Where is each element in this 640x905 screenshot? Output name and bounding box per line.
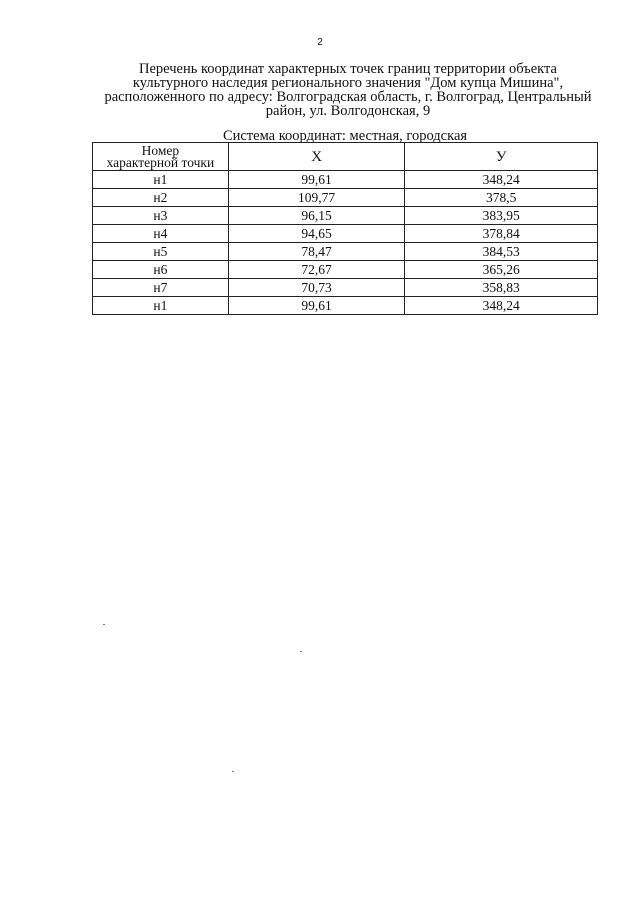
page-number: 2 [317, 37, 323, 48]
cell-point: н4 [93, 225, 229, 243]
header-y: У [405, 143, 598, 171]
cell-x: 96,15 [228, 207, 405, 225]
cell-y: 378,84 [405, 225, 598, 243]
header-point-number [93, 143, 229, 171]
cell-x: 94,65 [228, 225, 405, 243]
table-row [93, 261, 598, 279]
document-heading [88, 62, 608, 118]
table-row [93, 189, 598, 207]
cell-y: 378,5 [405, 189, 598, 207]
cell-y: 383,95 [405, 207, 598, 225]
cell-y: 358,83 [405, 279, 598, 297]
cell-y: 384,53 [405, 243, 598, 261]
cell-point: н1 [93, 171, 229, 189]
cell-point: н5 [93, 243, 229, 261]
heading-line: Перечень координат характерных точек границ территории объекта [139, 61, 557, 77]
cell-point: н3 [93, 207, 229, 225]
scan-speck [300, 651, 302, 652]
cell-y: 348,24 [405, 171, 598, 189]
header-x: Х [228, 143, 405, 171]
header-point-line2: характерной точки [106, 154, 215, 170]
cell-x: 99,61 [228, 297, 405, 315]
table-row [93, 279, 598, 297]
cell-y: 348,24 [405, 297, 598, 315]
coordinate-system-caption: Система координат: местная, городская [222, 128, 468, 144]
cell-x: 78,47 [228, 243, 405, 261]
table-header-row [93, 143, 598, 171]
cell-y: 365,26 [405, 261, 598, 279]
table-row [93, 225, 598, 243]
table-row [93, 297, 598, 315]
heading-line: расположенного по адресу: Волгоградская область, г. Волгоград, Центральный [104, 89, 592, 105]
heading-line: культурного наследия регионального значения "Дом купца Мишина", [132, 75, 564, 91]
header-point-line1: Номер [141, 142, 180, 158]
cell-x: 99,61 [228, 171, 405, 189]
cell-x: 109,77 [228, 189, 405, 207]
scan-speck [103, 624, 105, 625]
coordinates-table [92, 142, 598, 315]
cell-point: н6 [93, 261, 229, 279]
table-row [93, 243, 598, 261]
cell-x: 72,67 [228, 261, 405, 279]
table-row [93, 171, 598, 189]
cell-x: 70,73 [228, 279, 405, 297]
cell-point: н7 [93, 279, 229, 297]
heading-line: район, ул. Волгодонская, 9 [265, 103, 431, 119]
cell-point: н1 [93, 297, 229, 315]
cell-point: н2 [93, 189, 229, 207]
scan-speck [232, 771, 234, 772]
table-row [93, 207, 598, 225]
